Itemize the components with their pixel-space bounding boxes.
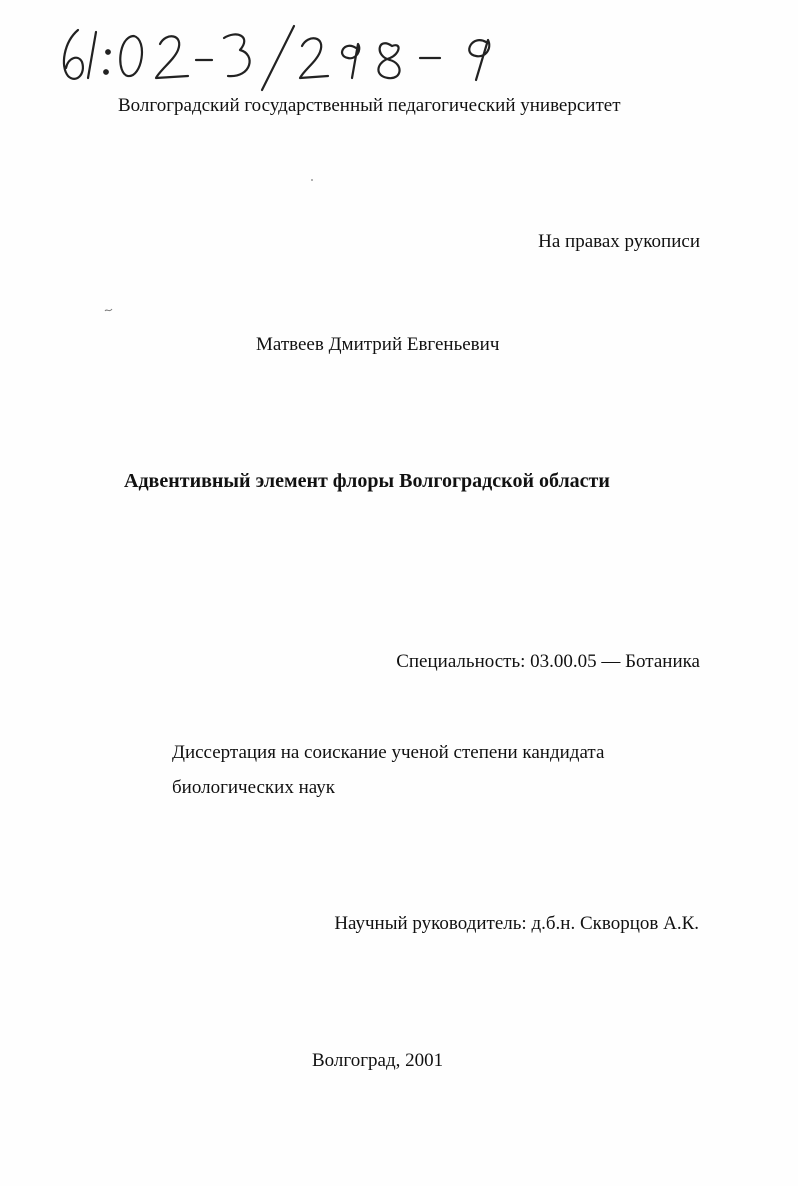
dissertation-title: Адвентивный элемент флоры Волгоградской области <box>124 470 610 492</box>
degree-line-1: Диссертация на соискание ученой степени кандидата <box>172 742 605 763</box>
specialty: Специальность: 03.00.05 — Ботаника <box>396 651 700 672</box>
university-name: Волгоградский государственный педагогический университет <box>118 95 621 116</box>
handwritten-archive-code <box>56 22 516 92</box>
degree-line-2: биологических наук <box>172 777 335 798</box>
manuscript-note: На правах рукописи <box>538 231 700 252</box>
place-and-year: Волгоград, 2001 <box>312 1050 444 1071</box>
scientific-advisor: Научный руководитель: д.б.н. Скворцов А.К. <box>334 913 699 934</box>
scan-speck <box>311 179 313 181</box>
author-name: Матвеев Дмитрий Евгеньевич <box>256 334 500 355</box>
scan-mark <box>104 306 114 314</box>
